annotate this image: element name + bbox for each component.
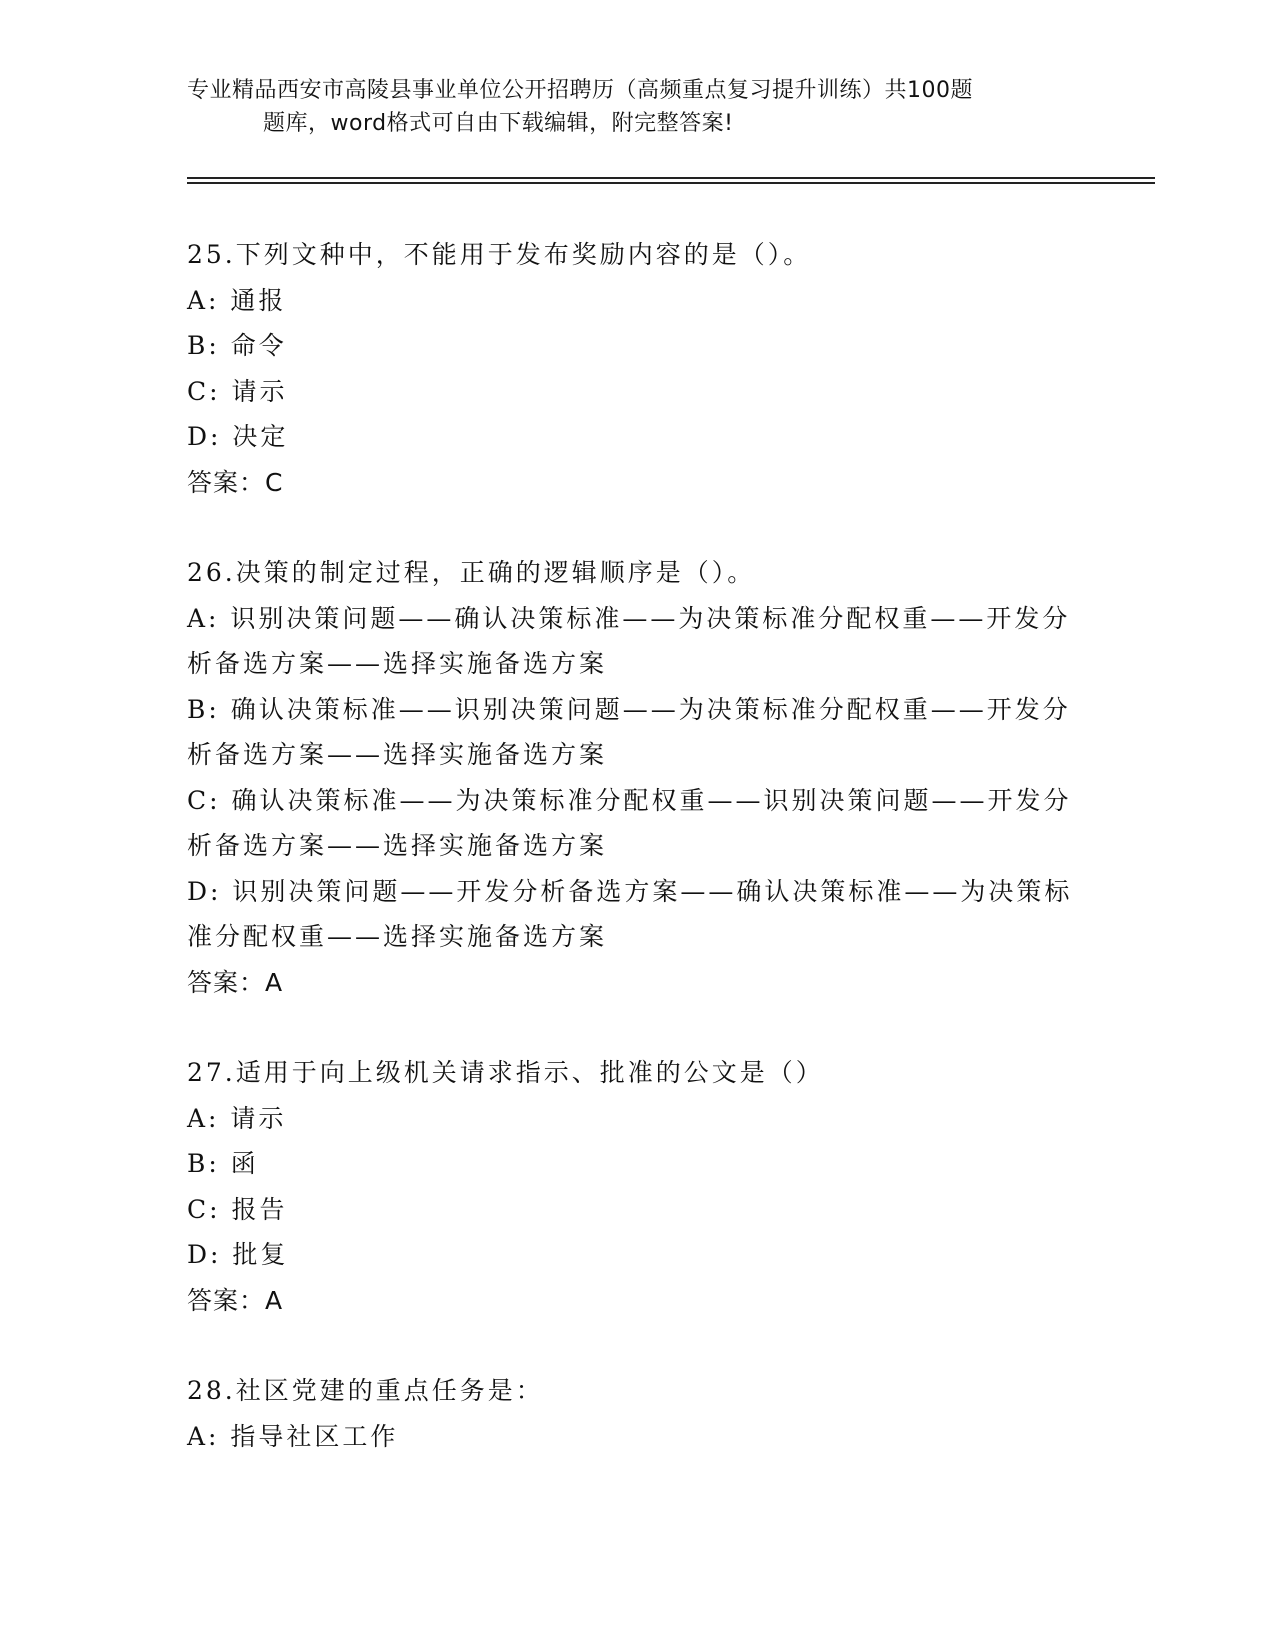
question-28 xyxy=(187,1368,1087,1459)
question-list xyxy=(187,232,1087,1504)
option-c: C: 报告 xyxy=(187,1194,288,1224)
option-c: C: 请示 xyxy=(187,376,288,406)
answer-line xyxy=(187,460,1087,506)
question-stem: 27.适用于向上级机关请求指示、批准的公文是（） xyxy=(187,1058,824,1087)
answer-value: C xyxy=(265,467,284,497)
option-b: B: 函 xyxy=(187,1149,259,1178)
answer-value: A xyxy=(265,1285,284,1315)
question-stem: 26.决策的制定过程，正确的逻辑顺序是（）。 xyxy=(187,558,756,587)
answer-value: A xyxy=(265,967,284,997)
answer-label: 答案： xyxy=(187,467,266,497)
question-stem: 28.社区党建的重点任务是： xyxy=(187,1376,544,1405)
option-a: A: 请示 xyxy=(187,1103,287,1133)
header-title-line-1: 专业精品西安市高陵县事业单位公开招聘历（高频重点复习提升训练）共100题 xyxy=(187,78,973,103)
question-26 xyxy=(187,550,1087,1005)
option-a: A: 识别决策问题——确认决策标准——为决策标准分配权重——开发分析备选方案——选择实施备选方案 xyxy=(187,603,1071,678)
answer-line xyxy=(187,960,1087,1006)
header-divider-top xyxy=(187,177,1155,179)
option-a: A: 指导社区工作 xyxy=(187,1421,399,1451)
option-c: C: 确认决策标准——为决策标准分配权重——识别决策问题——开发分析备选方案——选择实施备选方案 xyxy=(187,785,1072,860)
answer-line xyxy=(187,1278,1087,1324)
option-d: D: 识别决策问题——开发分析备选方案——确认决策标准——为决策标准分配权重——选择实施备选方案 xyxy=(187,876,1073,951)
option-b: B: 命令 xyxy=(187,331,287,360)
document-header xyxy=(187,74,1087,140)
answer-label: 答案： xyxy=(187,967,266,997)
header-title-line-2: 题库，word格式可自由下载编辑，附完整答案! xyxy=(263,111,734,136)
question-stem: 25.下列文种中，不能用于发布奖励内容的是（）。 xyxy=(187,240,812,269)
question-27 xyxy=(187,1050,1087,1323)
option-d: D: 决定 xyxy=(187,422,289,451)
question-25 xyxy=(187,232,1087,505)
option-d: D: 批复 xyxy=(187,1240,289,1269)
option-a: A: 通报 xyxy=(187,285,287,315)
answer-label: 答案： xyxy=(187,1285,266,1315)
header-divider-bottom xyxy=(187,182,1155,184)
option-b: B: 确认决策标准——识别决策问题——为决策标准分配权重——开发分析备选方案——选择实施备选方案 xyxy=(187,694,1071,769)
